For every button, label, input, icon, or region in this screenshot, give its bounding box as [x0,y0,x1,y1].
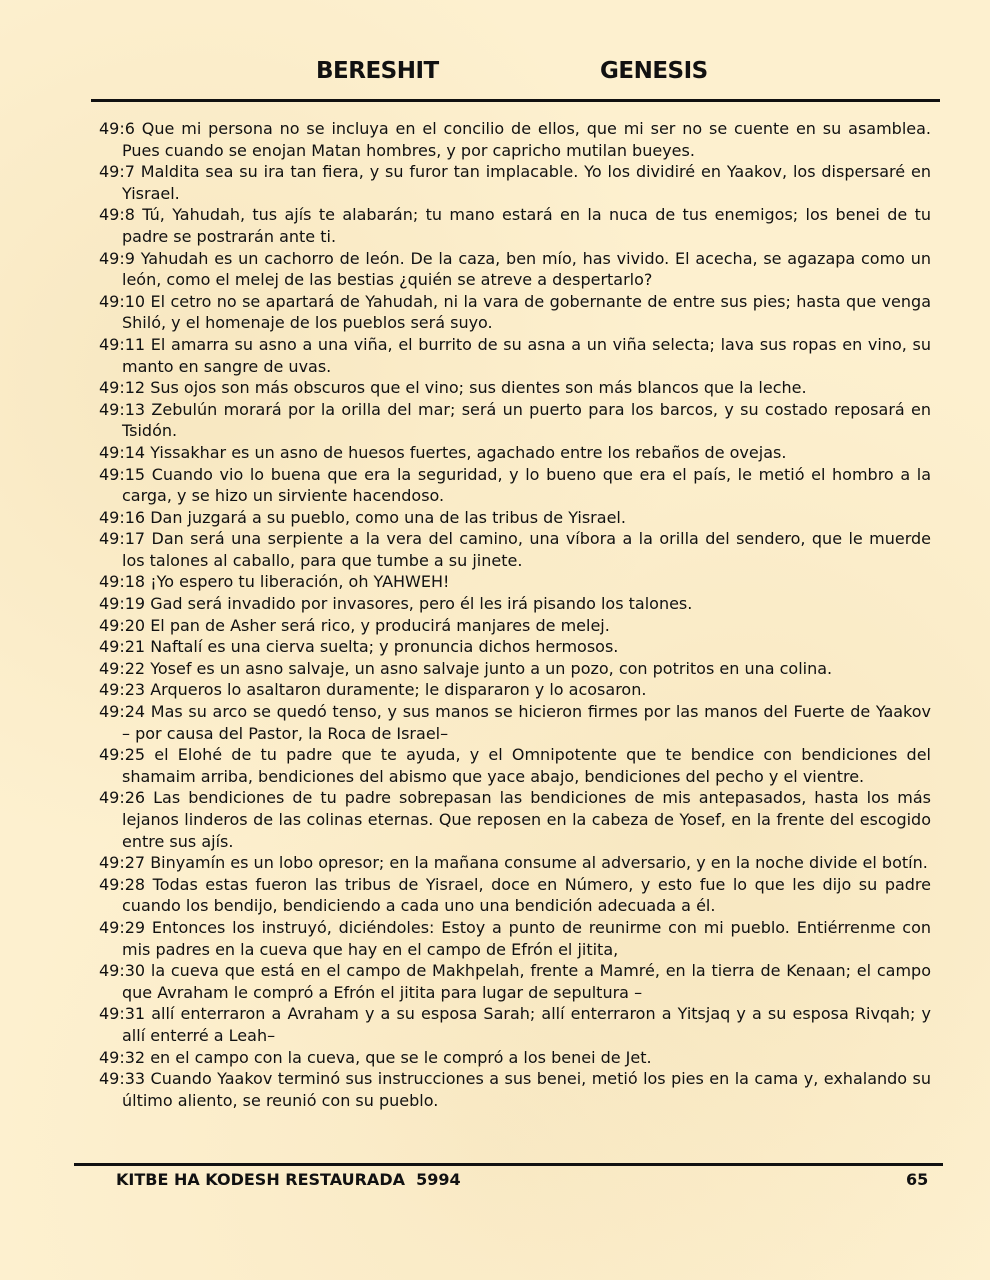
verse-49-14: 49:14 Yissakhar es un asno de huesos fuertes, agachado entre los rebaños de ovejas. [99,442,787,462]
verse-49-13: 49:13 Zebulún morará por la orilla del mar; será un puerto para los barcos, y su costado reposará en Tsidón. [99,399,931,441]
page-footer [0,1170,990,1194]
verse-49-29: 49:29 Entonces los instruyó, diciéndoles: Estoy a punto de reunirme con mi pueblo. Entiérrenme con mis padres en la cueva que hay en el campo de Efrón el jitita, [99,917,931,959]
header-title-left: BERESHIT [316,58,439,84]
header-divider [91,99,940,102]
verse-49-31: 49:31 allí enterraron a Avraham y a su esposa Sarah; allí enterraron a Yitsjaq y a su esposa Rivqah; y allí enterré a Leah– [99,1004,931,1045]
verse-49-15: 49:15 Cuando vio lo buena que era la seguridad, y lo bueno que era el país, le metió el hombro a la carga, y se hizo un sirviente hacendoso. [99,464,931,506]
verse-49-30: 49:30 la cueva que está en el campo de Makhpelah, frente a Mamré, en la tierra de Kenaan; el campo que Avraham le compró a Efrón el jitita para lugar de sepultura – [99,961,931,1002]
verse-49-22: 49:22 Yosef es un asno salvaje, un asno salvaje junto a un pozo, con potritos en una colina. [99,658,833,678]
footer-divider [74,1163,943,1166]
verse-49-17: 49:17 Dan será una serpiente a la vera del camino, una víbora a la orilla del sendero, que le muerde los talones al caballo, para que tumbe a su jinete. [99,529,931,570]
verse-49-7: 49:7 Maldita sea su ira tan fiera, y su furor tan implacable. Yo los dividiré en Yaakov, los dispersaré en Yisrael. [99,162,931,203]
verse-49-25: 49:25 el Elohé de tu padre que te ayuda, y el Omnipotente que te bendice con bendiciones del shamaim arriba, bendiciones del abismo que yace abajo, bendiciones del pecho y el vientre. [99,745,931,786]
verse-49-21: 49:21 Naftalí es una cierva suelta; y pronuncia dichos hermosos. [99,637,619,657]
header-title-right: GENESIS [600,58,708,84]
verse-49-26: 49:26 Las bendiciones de tu padre sobrepasan las bendiciones de mis antepasados, hasta los más lejanos linderos de las colinas eternas. Que reposen en la cabeza de Yosef, en la frente del escogido entre sus ajís. [99,788,931,851]
verse-49-28: 49:28 Todas estas fueron las tribus de Yisrael, doce en Número, y esto fue lo que les dijo su padre cuando los bendijo, bendiciendo a cada uno una bendición adecuada a él. [99,874,931,916]
footer-book-title: KITBE HA KODESH RESTAURADA 5994 [116,1170,461,1189]
verse-49-10: 49:10 El cetro no se apartará de Yahudah, ni la vara de gobernante de entre sus pies; hasta que venga Shiló, y el homenaje de los pueblos será suyo. [99,291,931,333]
verse-49-20: 49:20 El pan de Asher será rico, y producirá manjares de melej. [99,615,610,635]
verse-49-24: 49:24 Mas su arco se quedó tenso, y sus manos se hicieron firmes por las manos del Fuerte de Yaakov – por causa del Pastor, la Roca de Israel– [99,702,931,743]
verse-49-33: 49:33 Cuando Yaakov terminó sus instrucciones a sus benei, metió los pies en la cama y, exhalando su último aliento, se reunió con su pueblo. [99,1069,931,1110]
verse-49-6: 49:6 Que mi persona no se incluya en el concilio de ellos, que mi ser no se cuente en su asamblea. Pues cuando se enojan Matan hombres, y por capricho mutilan bueyes. [99,119,931,160]
verse-49-12: 49:12 Sus ojos son más obscuros que el vino; sus dientes son más blancos que la leche. [99,378,807,398]
verse-49-8: 49:8 Tú, Yahudah, tus ajís te alabarán; tu mano estará en la nuca de tus enemigos; los benei de tu padre se postrarán ante ti. [99,205,931,246]
verse-49-19: 49:19 Gad será invadido por invasores, pero él les irá pisando los talones. [99,594,693,614]
verse-49-32: 49:32 en el campo con la cueva, que se le compró a los benei de Jet. [99,1047,652,1067]
verse-49-23: 49:23 Arqueros lo asaltaron duramente; le dispararon y lo acosaron. [99,680,647,700]
verse-49-11: 49:11 El amarra su asno a una viña, el burrito de su asna a un viña selecta; lava sus ropas en vino, su manto en sangre de uvas. [99,334,931,376]
page-header [0,58,990,92]
verse-49-27: 49:27 Binyamín es un lobo opresor; en la mañana consume al adversario, y en la noche divide el botín. [99,853,928,873]
verse-49-9: 49:9 Yahudah es un cachorro de león. De la caza, ben mío, has vivido. El acecha, se agazapa como un león, como el melej de las bestias ¿quién se atreve a despertarlo? [99,248,931,290]
verse-list [99,118,931,1111]
page-number: 65 [906,1170,929,1189]
verse-49-18: 49:18 ¡Yo espero tu liberación, oh YAHWEH! [99,572,450,592]
verse-49-16: 49:16 Dan juzgará a su pueblo, como una de las tribus de Yisrael. [99,507,626,527]
